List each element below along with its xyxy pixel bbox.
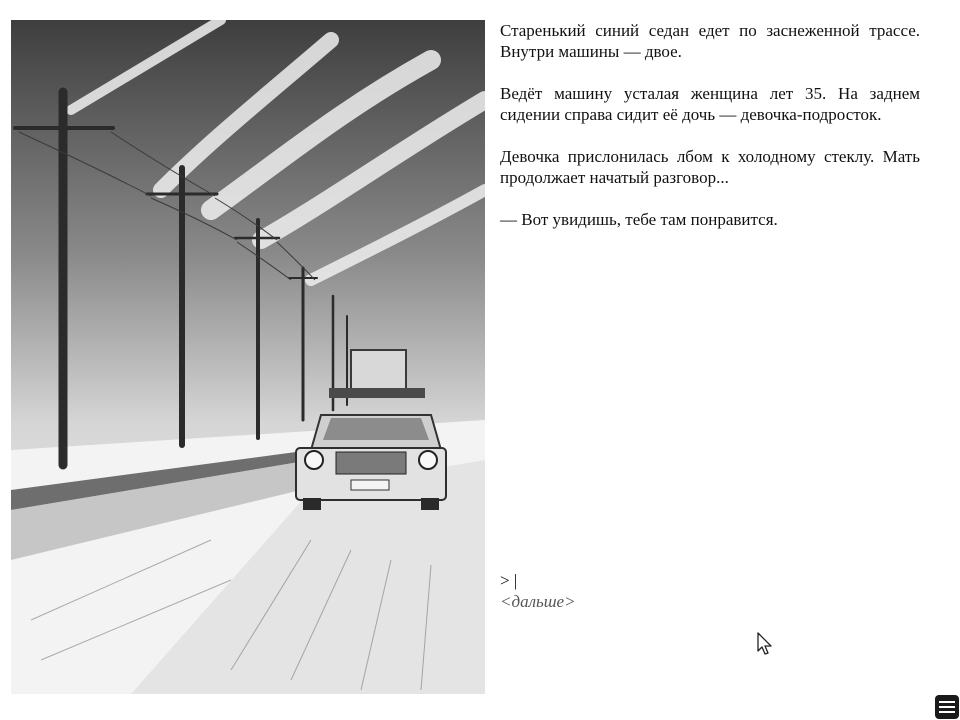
command-area: [500, 570, 920, 612]
scene-illustration: [11, 20, 485, 694]
command-prompt[interactable]: > |: [500, 571, 518, 590]
story-paragraph: Ведёт машину усталая женщина лет 35. На заднем сидении справа сидит её дочь — девочка-подросток.: [500, 84, 920, 124]
story-paragraph: — Вот увидишь, тебе там понравится.: [500, 210, 778, 229]
illustration-drawing: [11, 20, 485, 694]
mouse-pointer-icon: [757, 632, 773, 661]
next-link[interactable]: <дальше>: [500, 592, 576, 611]
story-text: [500, 20, 920, 251]
story-paragraph: Старенький синий седан едет по заснеженной трассе. Внутри машины — двое.: [500, 21, 920, 61]
hamburger-menu-icon[interactable]: [935, 695, 959, 719]
story-paragraph: Девочка прислонилась лбом к холодному стеклу. Мать продолжает начатый разговор...: [500, 147, 920, 187]
